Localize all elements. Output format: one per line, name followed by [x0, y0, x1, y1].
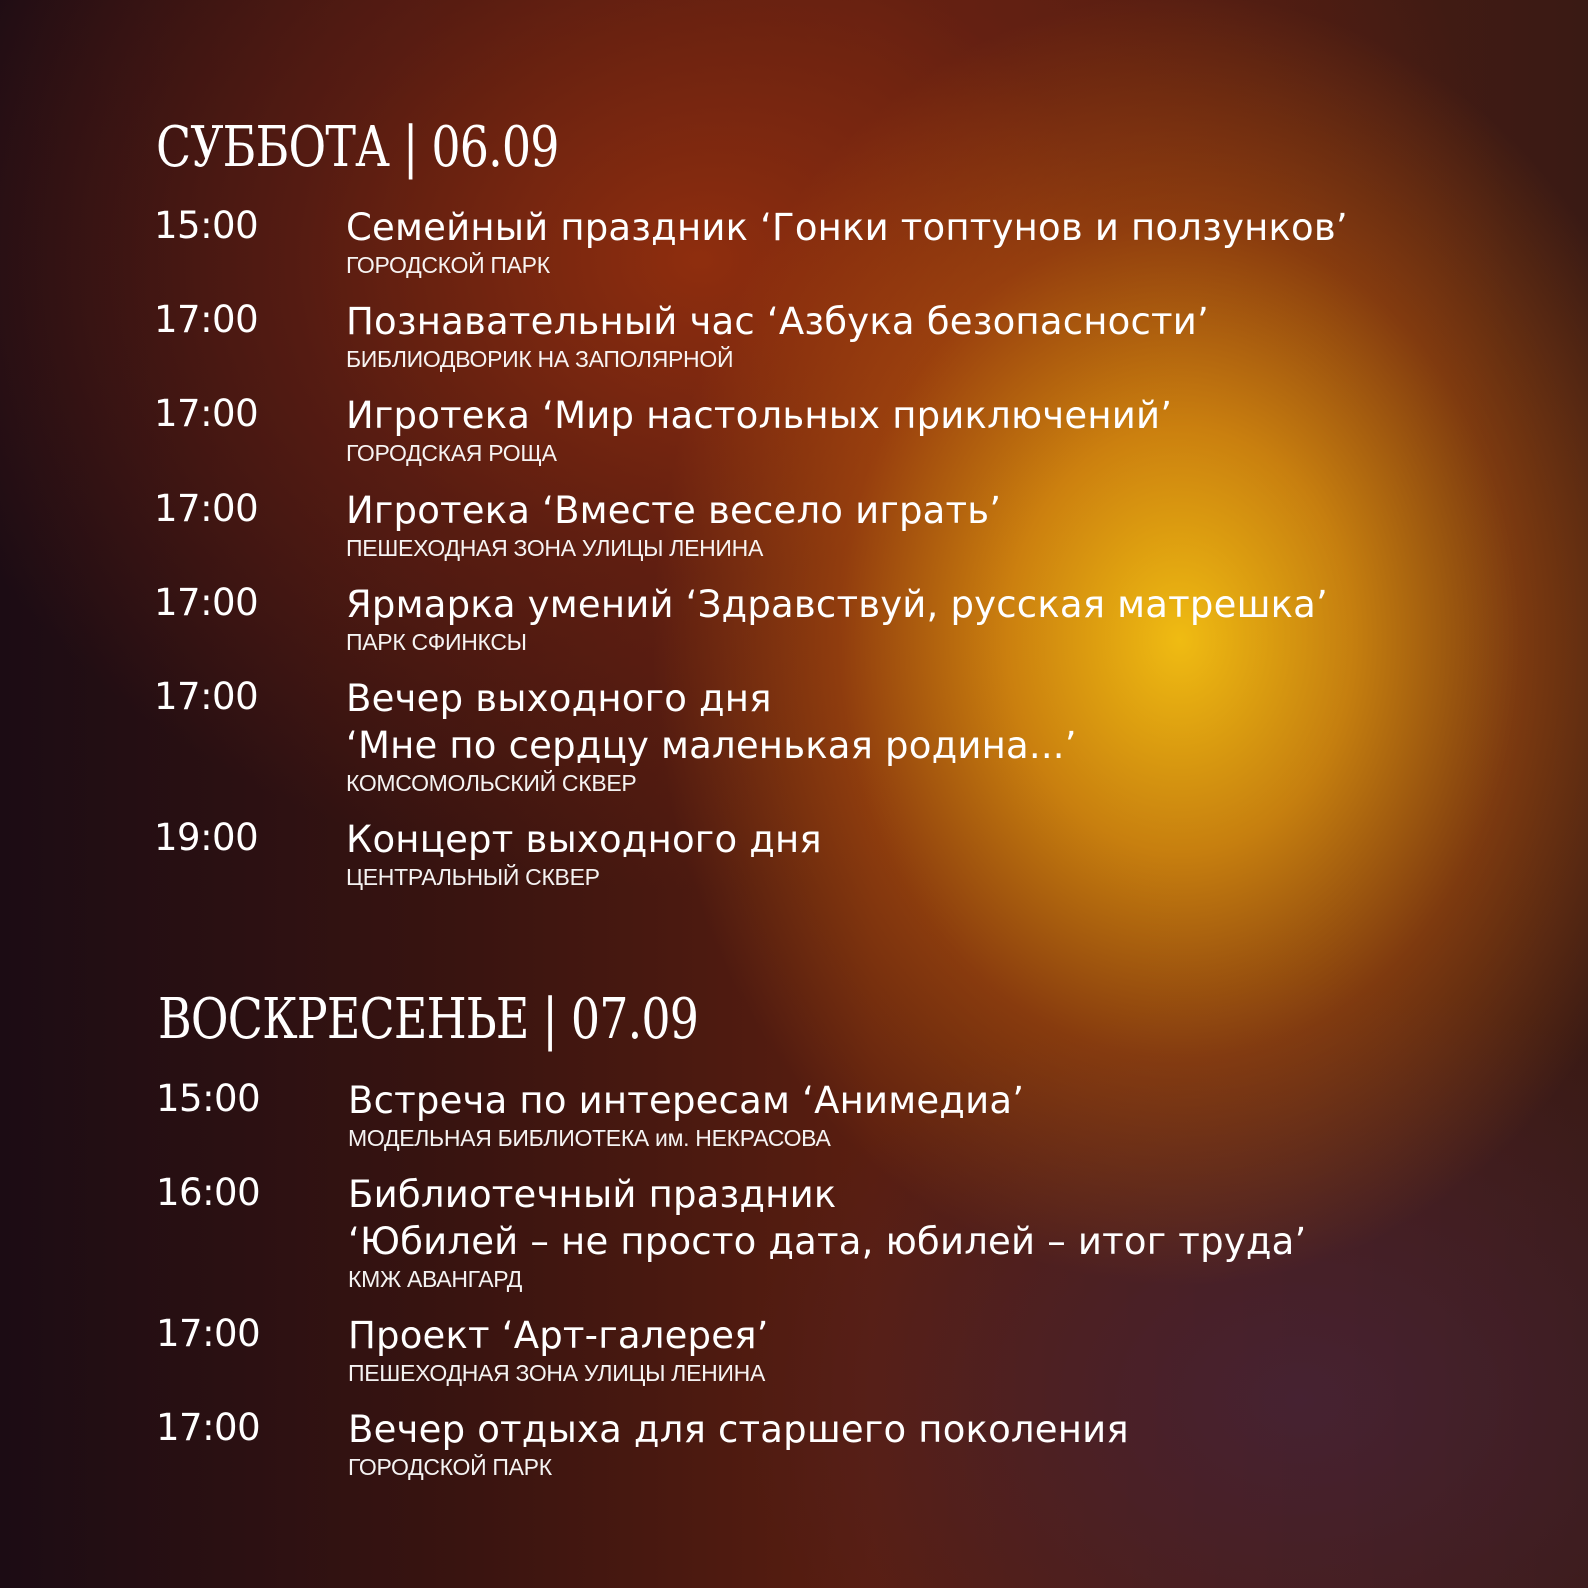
event-venue: ПЕШЕХОДНАЯ ЗОНА УЛИЦЫ ЛЕНИНА [346, 535, 764, 561]
event-time: 16:00 [156, 1171, 261, 1214]
event-title-line: Библиотечный праздник [348, 1173, 837, 1216]
event-title: Познавательный час ‘Азбука безопасности’ [346, 300, 1209, 343]
event-time: 19:00 [154, 816, 259, 859]
event-title: Концерт выходного дня [346, 818, 822, 861]
event-venue: ГОРОДСКАЯ РОЩА [346, 440, 557, 466]
event-title-line: ‘Юбилей – не просто дата, юбилей – итог труда’ [348, 1220, 1307, 1263]
saturday-heading: СУББОТА | 06.09 [156, 115, 559, 180]
event-time: 17:00 [154, 298, 259, 341]
event-title-line: ‘Мне по сердцу маленькая родина...’ [346, 724, 1077, 767]
event-time: 17:00 [154, 675, 259, 718]
event-time: 17:00 [156, 1406, 261, 1449]
event-venue: ГОРОДСКОЙ ПАРК [348, 1454, 552, 1480]
event-title-line: Вечер выходного дня [346, 677, 772, 720]
event-venue: ПАРК СФИНКСЫ [346, 629, 527, 655]
event-title: Проект ‘Арт-галерея’ [348, 1314, 769, 1357]
event-title: Семейный праздник ‘Гонки топтунов и ползунков’ [346, 206, 1348, 249]
event-time: 15:00 [156, 1077, 261, 1120]
sunday-heading: ВОСКРЕСЕНЬЕ | 07.09 [158, 987, 699, 1052]
event-time: 15:00 [154, 204, 259, 247]
event-time: 17:00 [156, 1312, 261, 1355]
event-venue: КОМСОМОЛЬСКИЙ СКВЕР [346, 770, 637, 796]
event-title [348, 1171, 1306, 1265]
event-title: Ярмарка умений ‘Здравствуй, русская матрешка’ [346, 583, 1329, 626]
event-title: Встреча по интересам ‘Анимедиа’ [348, 1079, 1025, 1122]
event-title: Вечер отдыха для старшего поколения [348, 1408, 1129, 1451]
event-venue: ГОРОДСКОЙ ПАРК [346, 252, 550, 278]
event-time: 17:00 [154, 581, 259, 624]
event-title: Игротека ‘Мир настольных приключений’ [346, 394, 1173, 437]
event-time: 17:00 [154, 392, 259, 435]
event-venue: ЦЕНТРАЛЬНЫЙ СКВЕР [346, 864, 600, 890]
event-venue: КМЖ АВАНГАРД [348, 1266, 523, 1292]
event-venue: ПЕШЕХОДНАЯ ЗОНА УЛИЦЫ ЛЕНИНА [348, 1360, 766, 1386]
event-venue: МОДЕЛЬНАЯ БИБЛИОТЕКА им. НЕКРАСОВА [348, 1125, 831, 1151]
event-venue: БИБЛИОДВОРИК НА ЗАПОЛЯРНОЙ [346, 346, 734, 372]
event-time: 17:00 [154, 487, 259, 530]
event-title: Игротека ‘Вместе весело играть’ [346, 489, 1002, 532]
event-title [346, 675, 1077, 769]
